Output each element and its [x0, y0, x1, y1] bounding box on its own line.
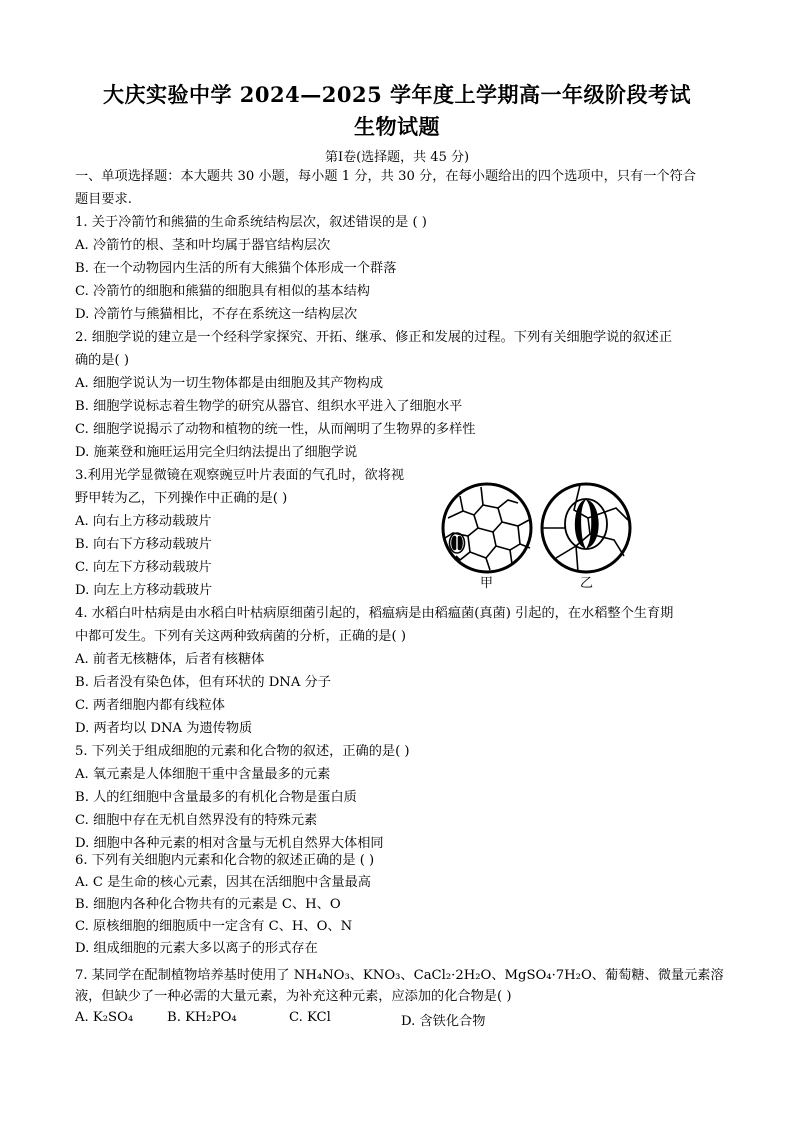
q1-option-a: A. 冷箭竹的根、茎和叶均属于器官结构层次: [75, 238, 331, 253]
q3-option-c: C. 向左下方移动载玻片: [75, 560, 212, 575]
q2-option-d: D. 施莱登和施旺运用完全归纳法提出了细胞学说: [75, 445, 358, 460]
q1-option-d: D. 冷箭竹与熊猫相比，不存在系统这一结构层次: [75, 307, 358, 322]
figure-label-jia: 甲: [480, 575, 494, 590]
microscope-fields-figure: [438, 478, 648, 590]
q2-stem-line-1: 2. 细胞学说的建立是一个经科学家探究、开拓、继承、修正和发展的过程。下列有关细胞学说的叙述正: [75, 330, 673, 345]
instructions-line-2: 题目要求.: [75, 192, 132, 207]
q2-option-b: B. 细胞学说标志着生物学的研究从器官、组织水平进入了细胞水平: [75, 399, 463, 414]
q5-option-a: A. 氧元素是人体细胞干重中含量最多的元素: [75, 767, 331, 782]
stoma-large: [565, 499, 607, 549]
q7-options: [75, 1010, 725, 1028]
q4-stem-line-2: 中都可发生。下列有关这两种致病菌的分析，正确的是( ): [75, 629, 406, 644]
section-heading: 第Ⅰ卷(选择题，共 45 分): [324, 150, 470, 165]
q4-option-d: D. 两者均以 DNA 为遗传物质: [75, 721, 253, 736]
q7-option-b: B. KH₂PO₄: [167, 1010, 237, 1025]
stoma-small: [450, 533, 465, 553]
q5-option-d: D. 细胞中各种元素的相对含量与无机自然界大体相同: [75, 836, 384, 851]
q1-option-b: B. 在一个动物园内生活的所有大熊猫个体形成一个群落: [75, 261, 397, 276]
q3-option-b: B. 向右下方移动载玻片: [75, 537, 212, 552]
q6-option-d: D. 组成细胞的元素大多以离子的形式存在: [75, 941, 318, 956]
q5-option-b: B. 人的红细胞中含量最多的有机化合物是蛋白质: [75, 790, 357, 805]
exam-title: 大庆实验中学 2024—2025 学年度上学期高一年级阶段考试: [102, 82, 691, 107]
q3-option-a: A. 向右上方移动载玻片: [75, 514, 212, 529]
instructions-line-1: 一、单项选择题：本大题共 30 小题，每小题 1 分，共 30 分，在每小题给出的四个选项中，只有一个符合: [75, 169, 696, 184]
field-yi: [542, 484, 630, 572]
field-jia: [443, 484, 531, 572]
subject-title: 生物试题: [354, 114, 440, 139]
q6-option-c: C. 原核细胞的细胞质中一定含有 C、H、O、N: [75, 919, 353, 934]
q4-option-b: B. 后者没有染色体，但有环状的 DNA 分子: [75, 675, 331, 690]
q1-option-c: C. 冷箭竹的细胞和熊猫的细胞具有相似的基本结构: [75, 284, 370, 299]
q5-option-c: C. 细胞中存在无机自然界没有的特殊元素: [75, 813, 318, 828]
q7-option-d: D. 含铁化合物: [401, 1014, 486, 1029]
q3-option-d: D. 向左上方移动载玻片: [75, 583, 213, 598]
q6-option-a: A. C 是生命的核心元素，因其在活细胞中含量最高: [75, 875, 371, 890]
q2-option-c: C. 细胞学说揭示了动物和植物的统一性，从而阐明了生物界的多样性: [75, 422, 476, 437]
q6-stem: 6. 下列有关细胞内元素和化合物的叙述正确的是 ( ): [75, 853, 375, 868]
q3-stem-line-2: 野甲转为乙，下列操作中正确的是( ): [75, 491, 288, 506]
q5-stem: 5. 下列关于组成细胞的元素和化合物的叙述，正确的是( ): [75, 744, 410, 759]
q4-option-c: C. 两者细胞内都有线粒体: [75, 698, 225, 713]
q4-stem-line-1: 4. 水稻白叶枯病是由水稻白叶枯病原细菌引起的，稻瘟病是由稻瘟菌(真菌) 引起的，在水稻整个生育期: [75, 606, 674, 621]
q6-option-b: B. 细胞内各种化合物共有的元素是 C、H、O: [75, 897, 341, 912]
q1-stem: 1. 关于冷箭竹和熊猫的生命系统结构层次，叙述错误的是 ( ): [75, 215, 427, 230]
q7-stem-line-2: 液，但缺少了一种必需的大量元素，为补充这种元素，应添加的化合物是( ): [75, 989, 512, 1004]
figure-label-yi: 乙: [580, 575, 594, 590]
q2-option-a: A. 细胞学说认为一切生物体都是由细胞及其产物构成: [75, 376, 384, 391]
q7-option-a: A. K₂SO₄: [75, 1010, 134, 1025]
q4-option-a: A. 前者无核糖体，后者有核糖体: [75, 652, 265, 667]
q3-stem-line-1: 3.利用光学显微镜在观察豌豆叶片表面的气孔时，欲将视: [75, 468, 405, 483]
q2-stem-line-2: 确的是( ): [75, 353, 130, 368]
q7-option-c: C. KCl: [289, 1010, 331, 1025]
q7-stem-line-1: 7. 某同学在配制植物培养基时使用了 NH₄NO₃、KNO₃、CaCl₂·2H₂O、MgSO₄·7H₂O、葡萄糖、微量元素溶: [75, 968, 724, 983]
